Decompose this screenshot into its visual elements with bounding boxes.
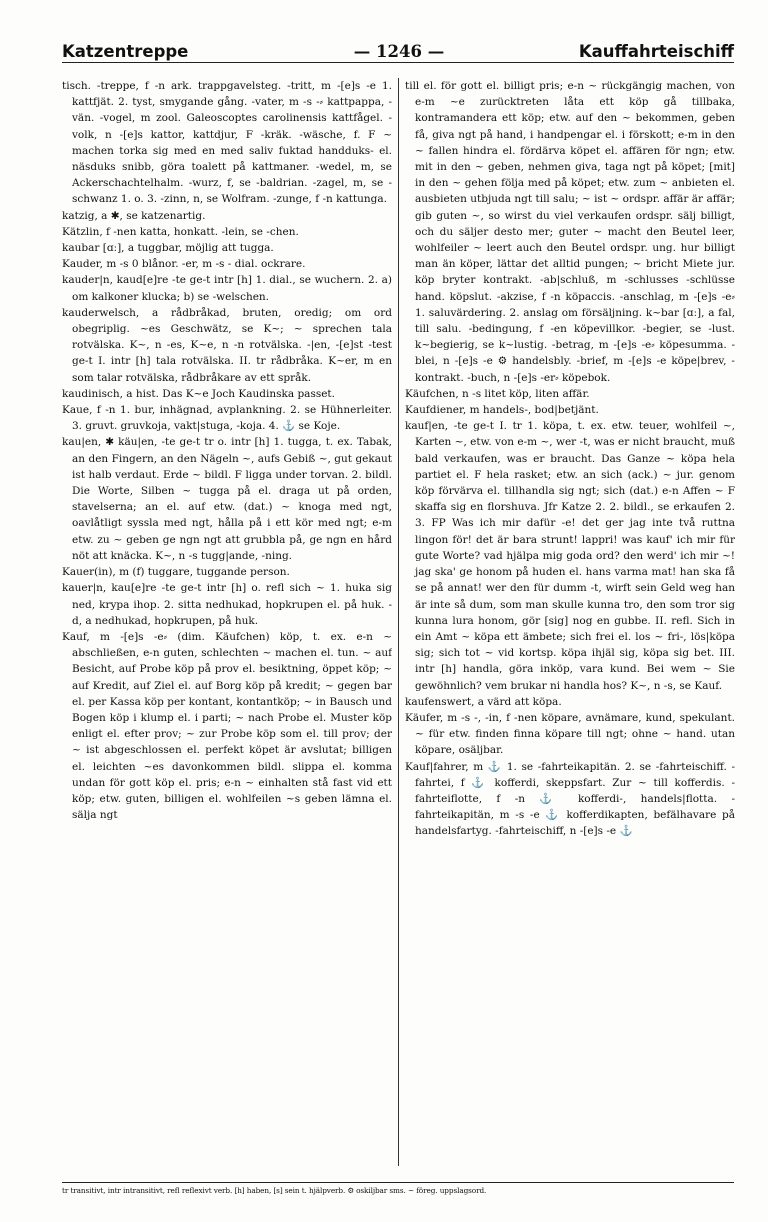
header-last-entry: Kauffahrteischiff	[578, 42, 734, 61]
entry: katzig, a ✱, se katzenartig.	[62, 209, 206, 222]
right-column	[405, 78, 735, 1170]
left-column	[62, 78, 392, 1170]
dictionary-page	[62, 30, 734, 1200]
entry: kauder|n, kaud[e]re -te ge-t intr [h] 1. dial., se wuchern. 2. a) om kalkoner klucka; b) se -welschen.	[62, 274, 392, 303]
entry: till el. för gott el. billigt pris; e-n ~ rückgängig machen, von e-m ~e zurücktreten låta ett köp gå tillbaka, kontramandera ett köp; etw. auf den ~ bekommen, geben få, giva ngt på hand, i handpengar el. i förskott; e-m in den ~ fallen hindra el. fördärva köpet el. affären för ngn; etw. mit in den ~ geben, nehmen giva, taga ngt på köpet; [mit] in den ~ gehen följa med på köpet; etw. zum ~ anbieten el. ausbieten utbjuda ngt till salu; ~ ist ~ ordspr. affär är affär; gib guten ~, so wirst du viel verkaufen ordspr. sälj billigt, och du säljer desto mer; guter ~ macht den Beutel leer, wohlfeiler ~ leert auch den Beutel ordspr. ung. hur billigt man än köper, lättar det alltid pungen; ~ bricht Miete jur. köp bryter kontrakt. -ab|schluß, m -schlusses -schlüsse hand. köpslut. -akzise, f -n köpaccis. -anschlag, m -[e]s -e⸗ 1. saluvärdering. 2. anslag om försäljning. k~bar [ɑː], a fal, till salu. -bedingung, f -en köpevillkor. -begier, se -lust. k~begierig, se k~lustig. -betrag, m -[e]s -e⸗ köpesumma. -blei, n -[e]s -e ⚙ handelsbly. -brief, m -[e]s -e köpe|brev, -kontrakt. -buch, n -[e]s -er⸗ köpebok.	[405, 80, 735, 384]
entry: kaudinisch, a hist. Das K~e Joch Kaudinska passet.	[62, 387, 335, 400]
entry: kauf|en, -te ge-t I. tr 1. köpa, t. ex. etw. teuer, wohlfeil ~, Karten ~, etw. von e-m ~, wer -t, was er nicht braucht, muß bald verkaufen, was er braucht. Das Ganze ~ köpa hela partiet el. F hela rasket; etw. an sich (ack.) ~ jur. genom köp förvärva el. tillhandla sig ngt; sich (dat.) e-n Affen ~ F skaffa sig en florshuva. Jfr Katze 2. 2. bildl., se erkaufen 2. 3. FP Was ich mir dafür -e! det ger jag inte två ruttna lingon för! det är bara strunt! lappri! was kauf' ich mir für gute Worte? vad hjälpa mig goda ord? den werd' ich mir ~! jag ska' ge honom på huden el. hans varma mat! han ska få se på annat! wer den für dumm -t, wirft sein Geld weg han är inte så dum, som man skulle kunna tro, den som tror sig kunna lura honom, gör [sig] nog en gubbe. II. refl. Sich in ein Amt ~ köpa ett ämbete; sich frei el. los ~ fri-, lös|köpa sig; sich tot ~ vid kortsp. köpa ihjäl sig, köpa sig bet. III. intr [h] handla, göra inköp, vara kund. Bei wem ~ Sie gewöhnlich? vem brukar ni handla hos? K~, n -s, se Kauf.	[405, 420, 735, 692]
entry: kaufenswert, a värd att köpa.	[405, 695, 562, 708]
entry: Kauer(in), m (f) tuggare, tuggande person.	[62, 566, 290, 579]
header-first-entry: Katzentreppe	[62, 42, 189, 61]
entry: Kaue, f -n 1. bur, inhägnad, avplankning. 2. se Hühnerleiter. 3. gruvt. gruvkoja, vakt|stuga, -koja. 4. ⚓ se Koje.	[62, 404, 392, 433]
entry: kau|en, ✱ käu|en, -te ge-t tr o. intr [h] 1. tugga, t. ex. Tabak, an den Fingern, an den Nägeln ~, aufs Gebiß ~, gut gekaut ist halb verdaut. Erde ~ bildl. F ligga under torvan. 2. bildl. Die Worte, Silben ~ tugga på el. draga ut på orden, stavelserna; an el. auf etw. (dat.) ~ knoga med ngt, oavlåtligt syssla med ngt, hålla på i ett kör med ngt; e-m etw. zu ~ geben ge ngn ngt att grubbla på, ge ngn en hård nöt att knäcka. K~, n -s tugg|ande, -ning.	[62, 436, 392, 562]
entry: Kauf, m -[e]s -e⸗ (dim. Käufchen) köp, t. ex. e-n ~ abschließen, e-n guten, schlechten ~ machen el. tun. ~ auf Besicht, auf Probe köp på prov el. besiktning, öppet köp; ~ auf Kredit, auf Ziel el. auf Borg köp på kredit; ~ gegen bar el. per Kassa köp per kontant, kontantköp; ~ in Bausch und Bogen köp i klump el. i parti; ~ nach Probe el. Muster köp enligt el. efter prov; ~ zur Probe köp som el. till prov; der ~ ist abgeschlossen el. perfekt köpet är avslutat; billigen el. leichten ~es davonkommen bildl. slippa el. komma undan för gott köp el. pris; e-n ~ einhalten stå fast vid ett köp; etw. guten, billigen el. wohlfeilen ~s geben lämna el. sälja ngt	[62, 630, 392, 822]
text-columns	[62, 78, 734, 1170]
entry: kaubar [ɑː], a tuggbar, möjlig att tugga.	[62, 242, 274, 255]
abbreviation-footnote: tr transitivt, intr intransitivt, refl reflexivt verb. [h] haben, [s] sein t. hjälpverb. ⚙ oskiljbar sms. ~ föreg. uppslagsord.	[62, 1182, 734, 1195]
page-header	[62, 30, 734, 63]
entry: Kätzlin, f -nen katta, honkatt. -lein, se -chen.	[62, 225, 299, 238]
entry: kauderwelsch, a rådbråkad, bruten, oredig; om ord obegriplig. ~es Geschwätz, se K~; ~ sprechen tala rotvälska. K~, n -es, K~e, n -n rotvälska. -|en, -[e]st -test ge-t I. intr [h] tala rotvälska. II. tr rådbråka. K~er, m en som talar rotvälska, rådbråkare av ett språk.	[62, 306, 392, 384]
entry: kauer|n, kau[e]re -te ge-t intr [h] o. refl sich ~ 1. huka sig ned, krypa ihop. 2. sitta nedhukad, hopkrupen el. på huk. -d, a nedhukad, hopkrupen, på huk.	[62, 582, 392, 627]
page-number: — 1246 —	[353, 42, 445, 61]
entry: tisch. -treppe, f -n ark. trappgavelsteg. -tritt, m -[e]s -e 1. kattfjät. 2. tyst, smygande gång. -vater, m -s -⸗ kattpappa, -vän. -vogel, m zool. Galeoscoptes carolinensis kattfågel. -volk, n -[e]s kattor, kattdjur, F -kräk. -wäsche, f. F ~ machen torka sig med en med saliv fuktad handduks- el. näsduks snibb, göra toalett på kattmaner. -wedel, m, se Ackerschachtelhalm. -wurz, f, se -baldrian. -zagel, m, se -schwanz 1. o. 3. -zinn, n, se Wolfram. -zunge, f -n kattunga.	[62, 80, 392, 206]
entry: Käufer, m -s -, -in, f -nen köpare, avnämare, kund, spekulant. ~ für etw. finden finna köpare till ngt; ohne ~ hand. utan köpare, osäljbar.	[405, 711, 735, 757]
entry: Käufchen, n -s litet köp, liten affär.	[405, 387, 590, 400]
entry: Kauder, m -s 0 blånor. -er, m -s - dial. ockrare.	[62, 258, 306, 271]
entry: Kaufdiener, m handels-, bod|betjänt.	[405, 404, 599, 417]
entry: Kauf|fahrer, m ⚓ 1. se -fahrteikapitän. 2. se -fahrteischiff. -fahrtei, f ⚓ kofferdi, skeppsfart. Zur ~ till kofferdis. -fahrteiflotte, f -n ⚓ kofferdi-, handels|flotta. -fahrteikapitän, m -s -e ⚓ kofferdikapten, befälhavare på handelsfartyg. -fahrteischiff, n -[e]s -e ⚓	[405, 760, 735, 838]
